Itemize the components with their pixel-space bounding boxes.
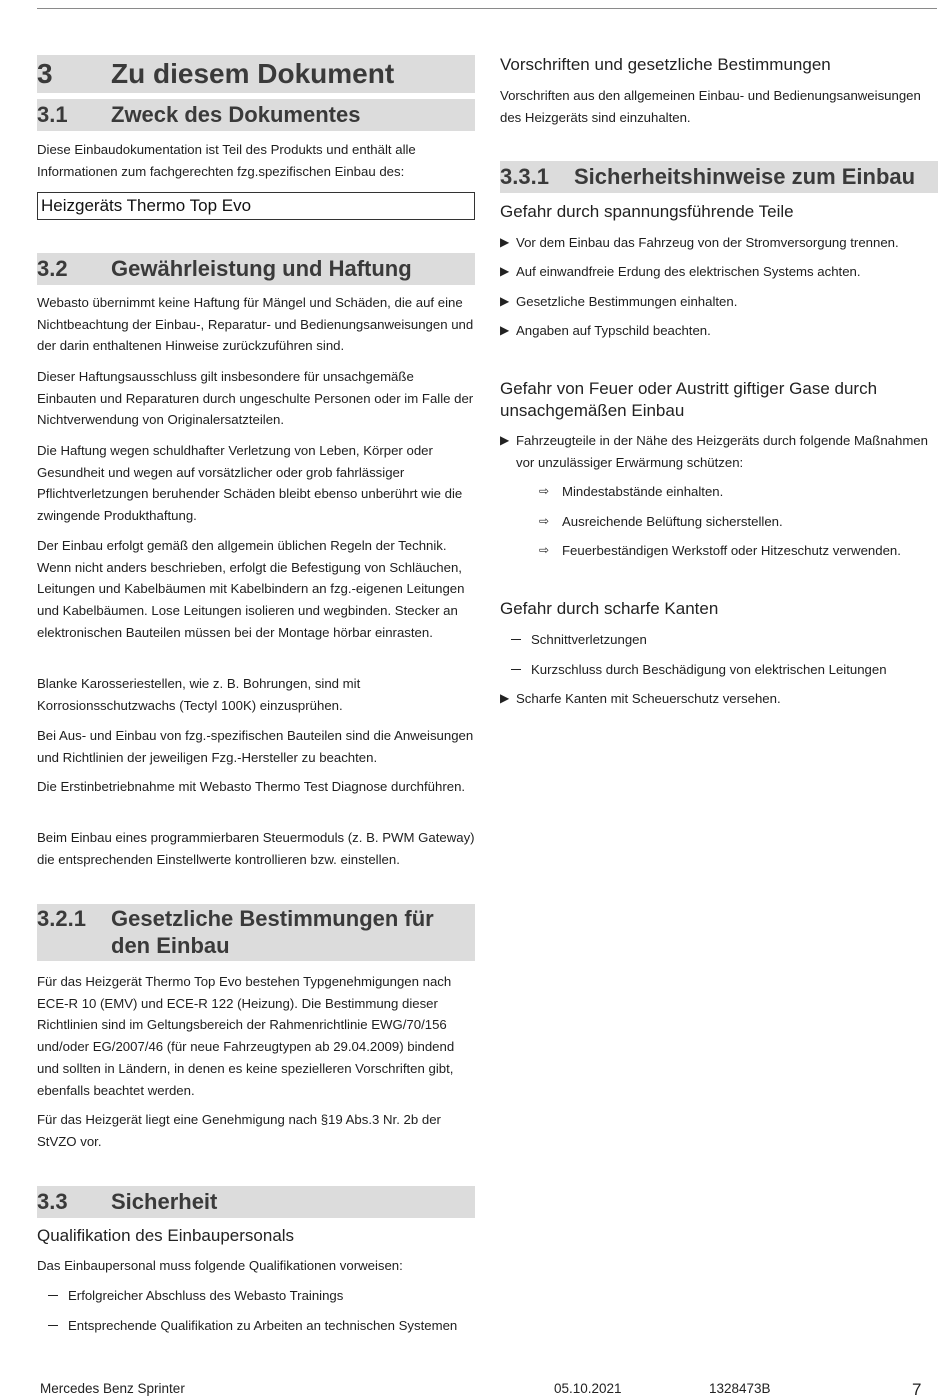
list-item <box>500 261 938 283</box>
sub-list-item <box>539 540 938 562</box>
dash-bullet <box>48 1295 58 1296</box>
dash-bullet <box>511 639 521 640</box>
triangle-icon: ▶ <box>500 433 510 447</box>
arrow-right-icon: ⇨ <box>539 514 550 528</box>
product-box: Heizgeräts Thermo Top Evo <box>37 192 475 220</box>
heading-number: 3.3.1 <box>500 164 549 189</box>
triangle-icon: ▶ <box>500 264 510 278</box>
list-item <box>500 629 647 651</box>
list-item-text: Ausreichende Belüftung sicherstellen. <box>562 514 783 529</box>
footer-document-number: 1328473B <box>709 1381 771 1396</box>
list-item <box>37 1315 457 1337</box>
list-item-text: Vor dem Einbau das Fahrzeug von der Stromversorgung trennen. <box>516 235 899 250</box>
heading-number: 3 <box>37 58 53 89</box>
subheading: Gefahr durch scharfe Kanten <box>500 599 719 618</box>
paragraph: Für das Heizgerät Thermo Top Evo bestehen Typgenehmigungen nach ECE-R 10 (EMV) und ECE-R 122 (Heizung). Die Bestimmung dieser Richtlinien sind im Geltungsbereich der Rahmenrichtlinie EWG/70/156 und/oder EG/2007/46 (für neue Fahrzeugtypen ab 29.04.2009) bindend und sollten in Ländern, in denen es keine spezielleren Vorschriften gibt, ebenfalls beachtet werden. <box>37 974 455 1098</box>
paragraph: Beim Einbau eines programmierbaren Steuermoduls (z. B. PWM Gateway) die entsprechenden Einstellwerte kontrollieren bzw. einstellen. <box>37 830 475 867</box>
heading-title: Zu diesem Dokument <box>111 58 395 89</box>
paragraph: Dieser Haftungsausschluss gilt insbesondere für unsachgemäße Einbauten und Reparaturen durch ungeschulte Personen oder im Falle der Nichtverwendung von Originalersatzteilen. <box>37 369 474 428</box>
list-item-text: Schnittverletzungen <box>531 632 647 647</box>
arrow-right-icon: ⇨ <box>539 543 550 557</box>
list-item <box>500 430 938 473</box>
list-item-text: Entsprechende Qualifikation zu Arbeiten an technischen Systemen <box>68 1318 458 1333</box>
sub-list-item <box>539 481 938 503</box>
heading-number: 3.3 <box>37 1189 68 1214</box>
heading-number: 3.2.1 <box>37 906 86 931</box>
paragraph: Webasto übernimmt keine Haftung für Mängel und Schäden, die auf eine Nichtbeachtung der Einbau-, Reparatur- und Bedienungsanweisungen und der darin enthaltenen Hinweise zurückzuführen sind. <box>37 295 474 354</box>
heading-title: Gesetzliche Bestimmungen für den Einbau <box>111 906 434 958</box>
list-item-text: Feuerbeständigen Werkstoff oder Hitzeschutz verwenden. <box>562 543 901 558</box>
heading-number: 3.1 <box>37 102 68 127</box>
arrow-right-icon: ⇨ <box>539 484 550 498</box>
triangle-icon: ▶ <box>500 294 510 308</box>
list-item-text: Mindestabstände einhalten. <box>562 484 724 499</box>
subheading: Vorschriften und gesetzliche Bestimmungen <box>500 55 831 74</box>
dash-bullet <box>511 669 521 670</box>
list-item <box>500 291 938 313</box>
heading-3-3-1 <box>500 161 938 193</box>
top-rule <box>37 8 937 9</box>
heading-3-1 <box>37 99 475 131</box>
footer-vehicle: Mercedes Benz Sprinter <box>40 1381 185 1396</box>
paragraph: Der Einbau erfolgt gemäß den allgemein üblichen Regeln der Technik. Wenn nicht anders beschrieben, erfolgt die Befestigung von Schläuchen, Leitungen und Kabelbäumen mit Kabelbindern an fzg.-eigenen Leitungen und Kabelbäumen. Lose Leitungen isolieren und wegbinden. Stecker an elektronischen Bauteilen müssen bei der Montage hörbar einrasten. <box>37 538 465 640</box>
list-item-text: Fahrzeugteile in der Nähe des Heizgeräts durch folgende Maßnahmen vor unzulässiger Erwärmung schützen: <box>516 433 928 470</box>
heading-3-3 <box>37 1186 475 1218</box>
list-item <box>37 1285 343 1307</box>
heading-title: Zweck des Dokumentes <box>111 102 361 127</box>
heading-title: Gewährleistung und Haftung <box>111 256 412 281</box>
paragraph: Die Haftung wegen schuldhafter Verletzung von Leben, Körper oder Gesundheit und wegen auf vorsätzlicher oder grob fahrlässiger Pflichtverletzungen beruhender Schäden bleibt ebenso unberührt wie die zwingende Produkthaftung. <box>37 443 463 524</box>
sub-list-item <box>539 511 938 533</box>
triangle-icon: ▶ <box>500 323 510 337</box>
list-item-text: Kurzschluss durch Beschädigung von elektrischen Leitungen <box>531 662 887 677</box>
triangle-icon: ▶ <box>500 691 510 705</box>
subheading: Qualifikation des Einbaupersonals <box>37 1226 295 1245</box>
footer-date: 05.10.2021 <box>554 1381 622 1396</box>
heading-number: 3.2 <box>37 256 68 281</box>
heading-title: Sicherheitshinweise zum Einbau <box>574 164 916 189</box>
list-item-text: Erfolgreicher Abschluss des Webasto Trainings <box>68 1288 344 1303</box>
list-item <box>500 659 887 681</box>
heading-3-2-1 <box>37 904 475 961</box>
dash-bullet <box>48 1325 58 1326</box>
list-item <box>500 232 938 254</box>
paragraph: Für das Heizgerät liegt eine Genehmigung nach §19 Abs.3 Nr. 2b der StVZO vor. <box>37 1112 441 1149</box>
list-item-text: Scharfe Kanten mit Scheuerschutz versehen. <box>516 691 781 706</box>
heading-title: Sicherheit <box>111 1189 218 1214</box>
heading-3 <box>37 55 475 93</box>
triangle-icon: ▶ <box>500 235 510 249</box>
paragraph: Diese Einbaudokumentation ist Teil des Produkts und enthält alle Informationen zum fachgerechten fzg.spezifischen Einbau des: <box>37 142 416 179</box>
page-number: 7 <box>912 1380 922 1398</box>
list-item-text: Gesetzliche Bestimmungen einhalten. <box>516 294 738 309</box>
list-item <box>500 688 938 710</box>
subheading: Gefahr von Feuer oder Austritt giftiger Gase durch unsachgemäßen Einbau <box>500 379 878 420</box>
heading-3-2 <box>37 253 475 285</box>
paragraph: Blanke Karosseriestellen, wie z. B. Bohrungen, sind mit Korrosionsschutzwachs (Tectyl 100K) einzusprühen. <box>37 676 361 713</box>
subheading: Gefahr durch spannungsführende Teile <box>500 202 794 221</box>
paragraph: Die Erstinbetriebnahme mit Webasto Thermo Test Diagnose durchführen. <box>37 779 466 794</box>
paragraph: Das Einbaupersonal muss folgende Qualifikationen vorweisen: <box>37 1258 403 1273</box>
list-item <box>500 320 938 342</box>
list-item-text: Auf einwandfreie Erdung des elektrischen Systems achten. <box>516 264 861 279</box>
list-item-text: Angaben auf Typschild beachten. <box>516 323 711 338</box>
paragraph: Bei Aus- und Einbau von fzg.-spezifischen Bauteilen sind die Anweisungen und Richtlinien der jeweiligen Fzg.-Hersteller zu beachten. <box>37 728 474 765</box>
paragraph: Vorschriften aus den allgemeinen Einbau- und Bedienungsanweisungen des Heizgeräts sind einzuhalten. <box>500 88 921 125</box>
